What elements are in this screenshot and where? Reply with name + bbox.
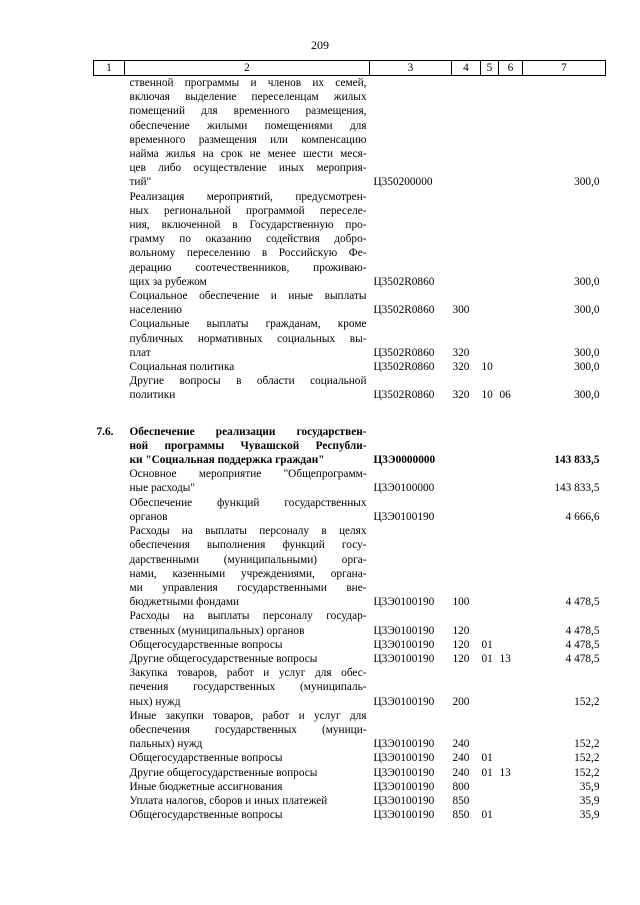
subsection <box>499 425 523 468</box>
subsection <box>499 317 523 360</box>
subsection <box>499 808 523 822</box>
subsection <box>499 609 523 637</box>
header-col-1: 1 <box>94 61 125 76</box>
subsection <box>499 666 523 709</box>
row-name <box>125 808 370 822</box>
name-line: помещений для временного размещения, <box>129 105 367 118</box>
amount: 300,0 <box>574 275 600 288</box>
amount: 4 478,5 <box>565 624 600 637</box>
target-code: Ц3Э0100190 <box>373 624 435 637</box>
target-code: Ц3Э0100190 <box>373 794 435 807</box>
expense-type: 120 <box>452 652 470 665</box>
expense-type: 120 <box>452 624 470 637</box>
header-col-4: 4 <box>452 61 481 76</box>
table-row <box>94 289 606 317</box>
subsection <box>499 524 523 609</box>
section <box>481 666 499 709</box>
row-name <box>125 766 370 780</box>
name-line: Другие общегосударственные вопросы <box>129 652 318 665</box>
name-line: Социальное обеспечение и иные выплаты <box>129 290 367 303</box>
name-line: ственной программы и членов их семей, <box>129 77 367 89</box>
section <box>481 496 499 524</box>
amount: 152,2 <box>574 738 600 751</box>
target-code: Ц3Э0100190 <box>373 652 435 665</box>
page-number: 209 <box>311 38 329 52</box>
subsection: 13 <box>499 652 511 665</box>
row-number <box>94 780 125 794</box>
table-row <box>94 638 606 652</box>
row-number <box>94 808 125 822</box>
name-line: плат <box>129 346 151 359</box>
target-code: Ц3502R0860 <box>373 346 435 359</box>
name-line: Общегосударственные вопросы <box>129 638 283 651</box>
amount: 4 478,5 <box>565 652 600 665</box>
section <box>481 467 499 495</box>
header-col-2: 2 <box>125 61 370 76</box>
amount: 300,0 <box>574 304 600 317</box>
name-line: дарственными (муниципальными) орга- <box>129 553 367 566</box>
section: 01 <box>481 638 493 651</box>
amount: 300,0 <box>574 361 600 374</box>
table-row <box>94 360 606 374</box>
section: 10 <box>481 361 493 374</box>
name-line: Обеспечение функций государственных <box>129 496 367 509</box>
subsection <box>499 360 523 374</box>
name-line: цев либо осуществление иных мероприя- <box>129 162 367 175</box>
name-line: бюджетными фондами <box>129 596 240 609</box>
target-code: Ц3Э0100190 <box>373 638 435 651</box>
amount: 4 478,5 <box>565 638 600 651</box>
name-line: тий" <box>129 176 152 189</box>
name-line: дерацию соотечественников, проживаю- <box>129 261 367 274</box>
expense-type <box>452 76 481 190</box>
target-code: Ц3Э0100190 <box>373 809 435 822</box>
name-line: Другие вопросы в области социальной <box>129 375 367 388</box>
name-line: Общегосударственные вопросы <box>129 809 283 822</box>
name-line: ки "Социальная поддержка граждан" <box>129 454 325 467</box>
table-row <box>94 524 606 609</box>
subsection <box>499 76 523 190</box>
section: 01 <box>481 809 493 822</box>
subsection <box>499 190 523 289</box>
subsection <box>499 496 523 524</box>
expense-type: 240 <box>452 766 470 779</box>
table-row <box>94 780 606 794</box>
target-code: Ц3502R0860 <box>373 275 435 288</box>
amount: 152,2 <box>574 766 600 779</box>
expense-type: 850 <box>452 794 470 807</box>
spacer-row <box>94 403 606 425</box>
table-row <box>94 76 606 190</box>
target-code: Ц3Э0100000 <box>373 482 435 495</box>
amount: 300,0 <box>574 346 600 359</box>
name-line: ных) нужд <box>129 695 181 708</box>
table-row <box>94 666 606 709</box>
table-header <box>94 61 606 76</box>
table-row <box>94 425 606 468</box>
subsection <box>499 780 523 794</box>
name-line: публичных нормативных социальных вы- <box>129 332 367 345</box>
name-line: Другие общегосударственные вопросы <box>129 766 318 779</box>
amount: 143 833,5 <box>554 454 600 467</box>
subsection: 06 <box>499 389 511 402</box>
subsection: 13 <box>499 766 511 779</box>
target-code: Ц350200000 <box>373 176 433 189</box>
name-line: Социальные выплаты гражданам, кроме <box>129 318 367 331</box>
row-number <box>94 374 125 402</box>
row-number <box>94 709 125 752</box>
name-line: обеспечение жилыми помещениями для <box>129 119 367 132</box>
table-row <box>94 808 606 822</box>
row-name <box>125 666 370 709</box>
expense-type: 240 <box>452 752 470 765</box>
name-line: Основное мероприятие "Общепрограмм- <box>129 468 367 481</box>
amount: 300,0 <box>574 176 600 189</box>
row-number <box>94 289 125 317</box>
section <box>481 425 499 468</box>
name-line: ния, включенной в Государственную про- <box>129 219 367 232</box>
subsection <box>499 794 523 808</box>
row-number <box>94 360 125 374</box>
row-number <box>94 794 125 808</box>
header-col-6: 6 <box>499 61 523 76</box>
expense-type: 200 <box>452 695 470 708</box>
target-code: Ц3Э0000000 <box>373 454 436 467</box>
row-number <box>94 317 125 360</box>
row-name <box>125 652 370 666</box>
name-line: временного размещения или компенсацию <box>129 133 367 146</box>
row-name <box>125 751 370 765</box>
name-line: ной программы Чувашской Республи- <box>129 439 367 452</box>
name-line: пальных) нужд <box>129 738 203 751</box>
amount: 35,9 <box>579 794 600 807</box>
row-number <box>94 751 125 765</box>
row-number <box>94 652 125 666</box>
subsection <box>499 709 523 752</box>
name-line: найма жилья на срок не менее шести меся- <box>129 148 367 161</box>
table-row <box>94 709 606 752</box>
row-number <box>94 766 125 780</box>
section: 01 <box>481 766 493 779</box>
name-line: грамму по оказанию содействия добро- <box>129 233 367 246</box>
header-col-5: 5 <box>481 61 499 76</box>
table-row <box>94 317 606 360</box>
subsection <box>499 638 523 652</box>
expense-type: 800 <box>452 780 470 793</box>
row-name <box>125 496 370 524</box>
target-code: Ц3Э0100190 <box>373 695 435 708</box>
row-number <box>94 638 125 652</box>
name-line: населению <box>129 304 182 317</box>
name-line: Обеспечение реализации государствен- <box>129 425 367 438</box>
subsection <box>499 751 523 765</box>
name-line: ми управления государственными вне- <box>129 581 367 594</box>
name-line: Уплата налогов, сборов и иных платежей <box>129 794 328 807</box>
name-line: Расходы на выплаты персоналу государ- <box>129 610 367 623</box>
table-row <box>94 652 606 666</box>
row-number: 7.6. <box>96 425 114 438</box>
section <box>481 780 499 794</box>
row-name <box>125 360 370 374</box>
expense-type: 120 <box>452 638 470 651</box>
name-line: печения государственных (муниципаль- <box>129 681 367 694</box>
table-row <box>94 766 606 780</box>
row-name <box>125 609 370 637</box>
amount: 35,9 <box>579 809 600 822</box>
expense-type <box>452 496 481 524</box>
expense-type: 320 <box>452 389 470 402</box>
budget-table <box>93 60 606 822</box>
expense-type: 320 <box>452 361 470 374</box>
name-line: ные расходы" <box>129 482 195 495</box>
amount: 35,9 <box>579 780 600 793</box>
row-name <box>125 425 370 468</box>
table-row <box>94 609 606 637</box>
expense-type: 850 <box>452 809 470 822</box>
amount: 152,2 <box>574 695 600 708</box>
name-line: Закупка товаров, работ и услуг для обес- <box>129 667 367 680</box>
row-name <box>125 638 370 652</box>
name-line: политики <box>129 389 176 402</box>
section <box>481 289 499 317</box>
section: 01 <box>481 752 493 765</box>
amount: 143 833,5 <box>554 482 600 495</box>
amount: 300,0 <box>574 389 600 402</box>
name-line: Иные закупки товаров, работ и услуг для <box>129 709 367 722</box>
table-row <box>94 467 606 495</box>
section: 01 <box>481 652 493 665</box>
row-name <box>125 76 370 190</box>
name-line: вольному переселению в Российскую Фе- <box>129 247 367 260</box>
row-name <box>125 794 370 808</box>
table-row <box>94 374 606 402</box>
section <box>481 317 499 360</box>
target-code: Ц3502R0860 <box>373 389 435 402</box>
target-code: Ц3Э0100190 <box>373 596 435 609</box>
row-number <box>94 524 125 609</box>
spacer-cell <box>94 403 606 425</box>
name-line: органов <box>129 510 168 523</box>
section: 10 <box>481 389 493 402</box>
row-name <box>125 524 370 609</box>
name-line: Расходы на выплаты персоналу в целях <box>129 525 367 538</box>
name-line: обеспечения государственных (муници- <box>129 723 367 736</box>
section <box>481 524 499 609</box>
target-code: Ц3Э0100190 <box>373 752 435 765</box>
table-body <box>94 76 606 823</box>
name-line: Общегосударственные вопросы <box>129 752 283 765</box>
amount: 4 478,5 <box>565 596 600 609</box>
row-number <box>94 190 125 289</box>
name-line: ных региональной программой переселе- <box>129 204 367 217</box>
subsection <box>499 289 523 317</box>
expense-type: 300 <box>452 304 470 317</box>
row-number <box>94 666 125 709</box>
row-name <box>125 374 370 402</box>
table-row <box>94 751 606 765</box>
row-name <box>125 289 370 317</box>
row-number <box>94 609 125 637</box>
row-number <box>94 467 125 495</box>
row-name <box>125 467 370 495</box>
row-name <box>125 190 370 289</box>
section <box>481 709 499 752</box>
table-row <box>94 496 606 524</box>
row-number <box>94 496 125 524</box>
table-row <box>94 794 606 808</box>
name-line: ственных (муниципальных) органов <box>129 624 305 637</box>
expense-type <box>452 425 481 468</box>
amount: 152,2 <box>574 752 600 765</box>
section <box>481 76 499 190</box>
row-name <box>125 317 370 360</box>
name-line: щих за рубежом <box>129 275 207 288</box>
name-line: обеспечения выполнения функций госу- <box>129 539 367 552</box>
name-line: нами, казенными учреждениями, органа- <box>129 567 367 580</box>
table-row <box>94 190 606 289</box>
expense-type: 240 <box>452 738 470 751</box>
target-code: Ц3Э0100190 <box>373 766 435 779</box>
subsection <box>499 467 523 495</box>
expense-type: 320 <box>452 346 470 359</box>
name-line: Социальная политика <box>129 361 235 374</box>
row-name <box>125 709 370 752</box>
section <box>481 794 499 808</box>
expense-type <box>452 467 481 495</box>
target-code: Ц3Э0100190 <box>373 510 435 523</box>
header-col-7: 7 <box>523 61 606 76</box>
expense-type <box>452 190 481 289</box>
name-line: включая выделение переселенцам жилых <box>129 91 367 104</box>
expense-type: 100 <box>452 596 470 609</box>
name-line: Реализация мероприятий, предусмотрен- <box>129 190 367 203</box>
header-col-3: 3 <box>370 61 452 76</box>
row-number <box>94 76 125 190</box>
section <box>481 190 499 289</box>
target-code: Ц3502R0860 <box>373 361 435 374</box>
target-code: Ц3502R0860 <box>373 304 435 317</box>
section <box>481 609 499 637</box>
target-code: Ц3Э0100190 <box>373 780 435 793</box>
target-code: Ц3Э0100190 <box>373 738 435 751</box>
row-name <box>125 780 370 794</box>
name-line: Иные бюджетные ассигнования <box>129 780 283 793</box>
amount: 4 666,6 <box>565 510 600 523</box>
